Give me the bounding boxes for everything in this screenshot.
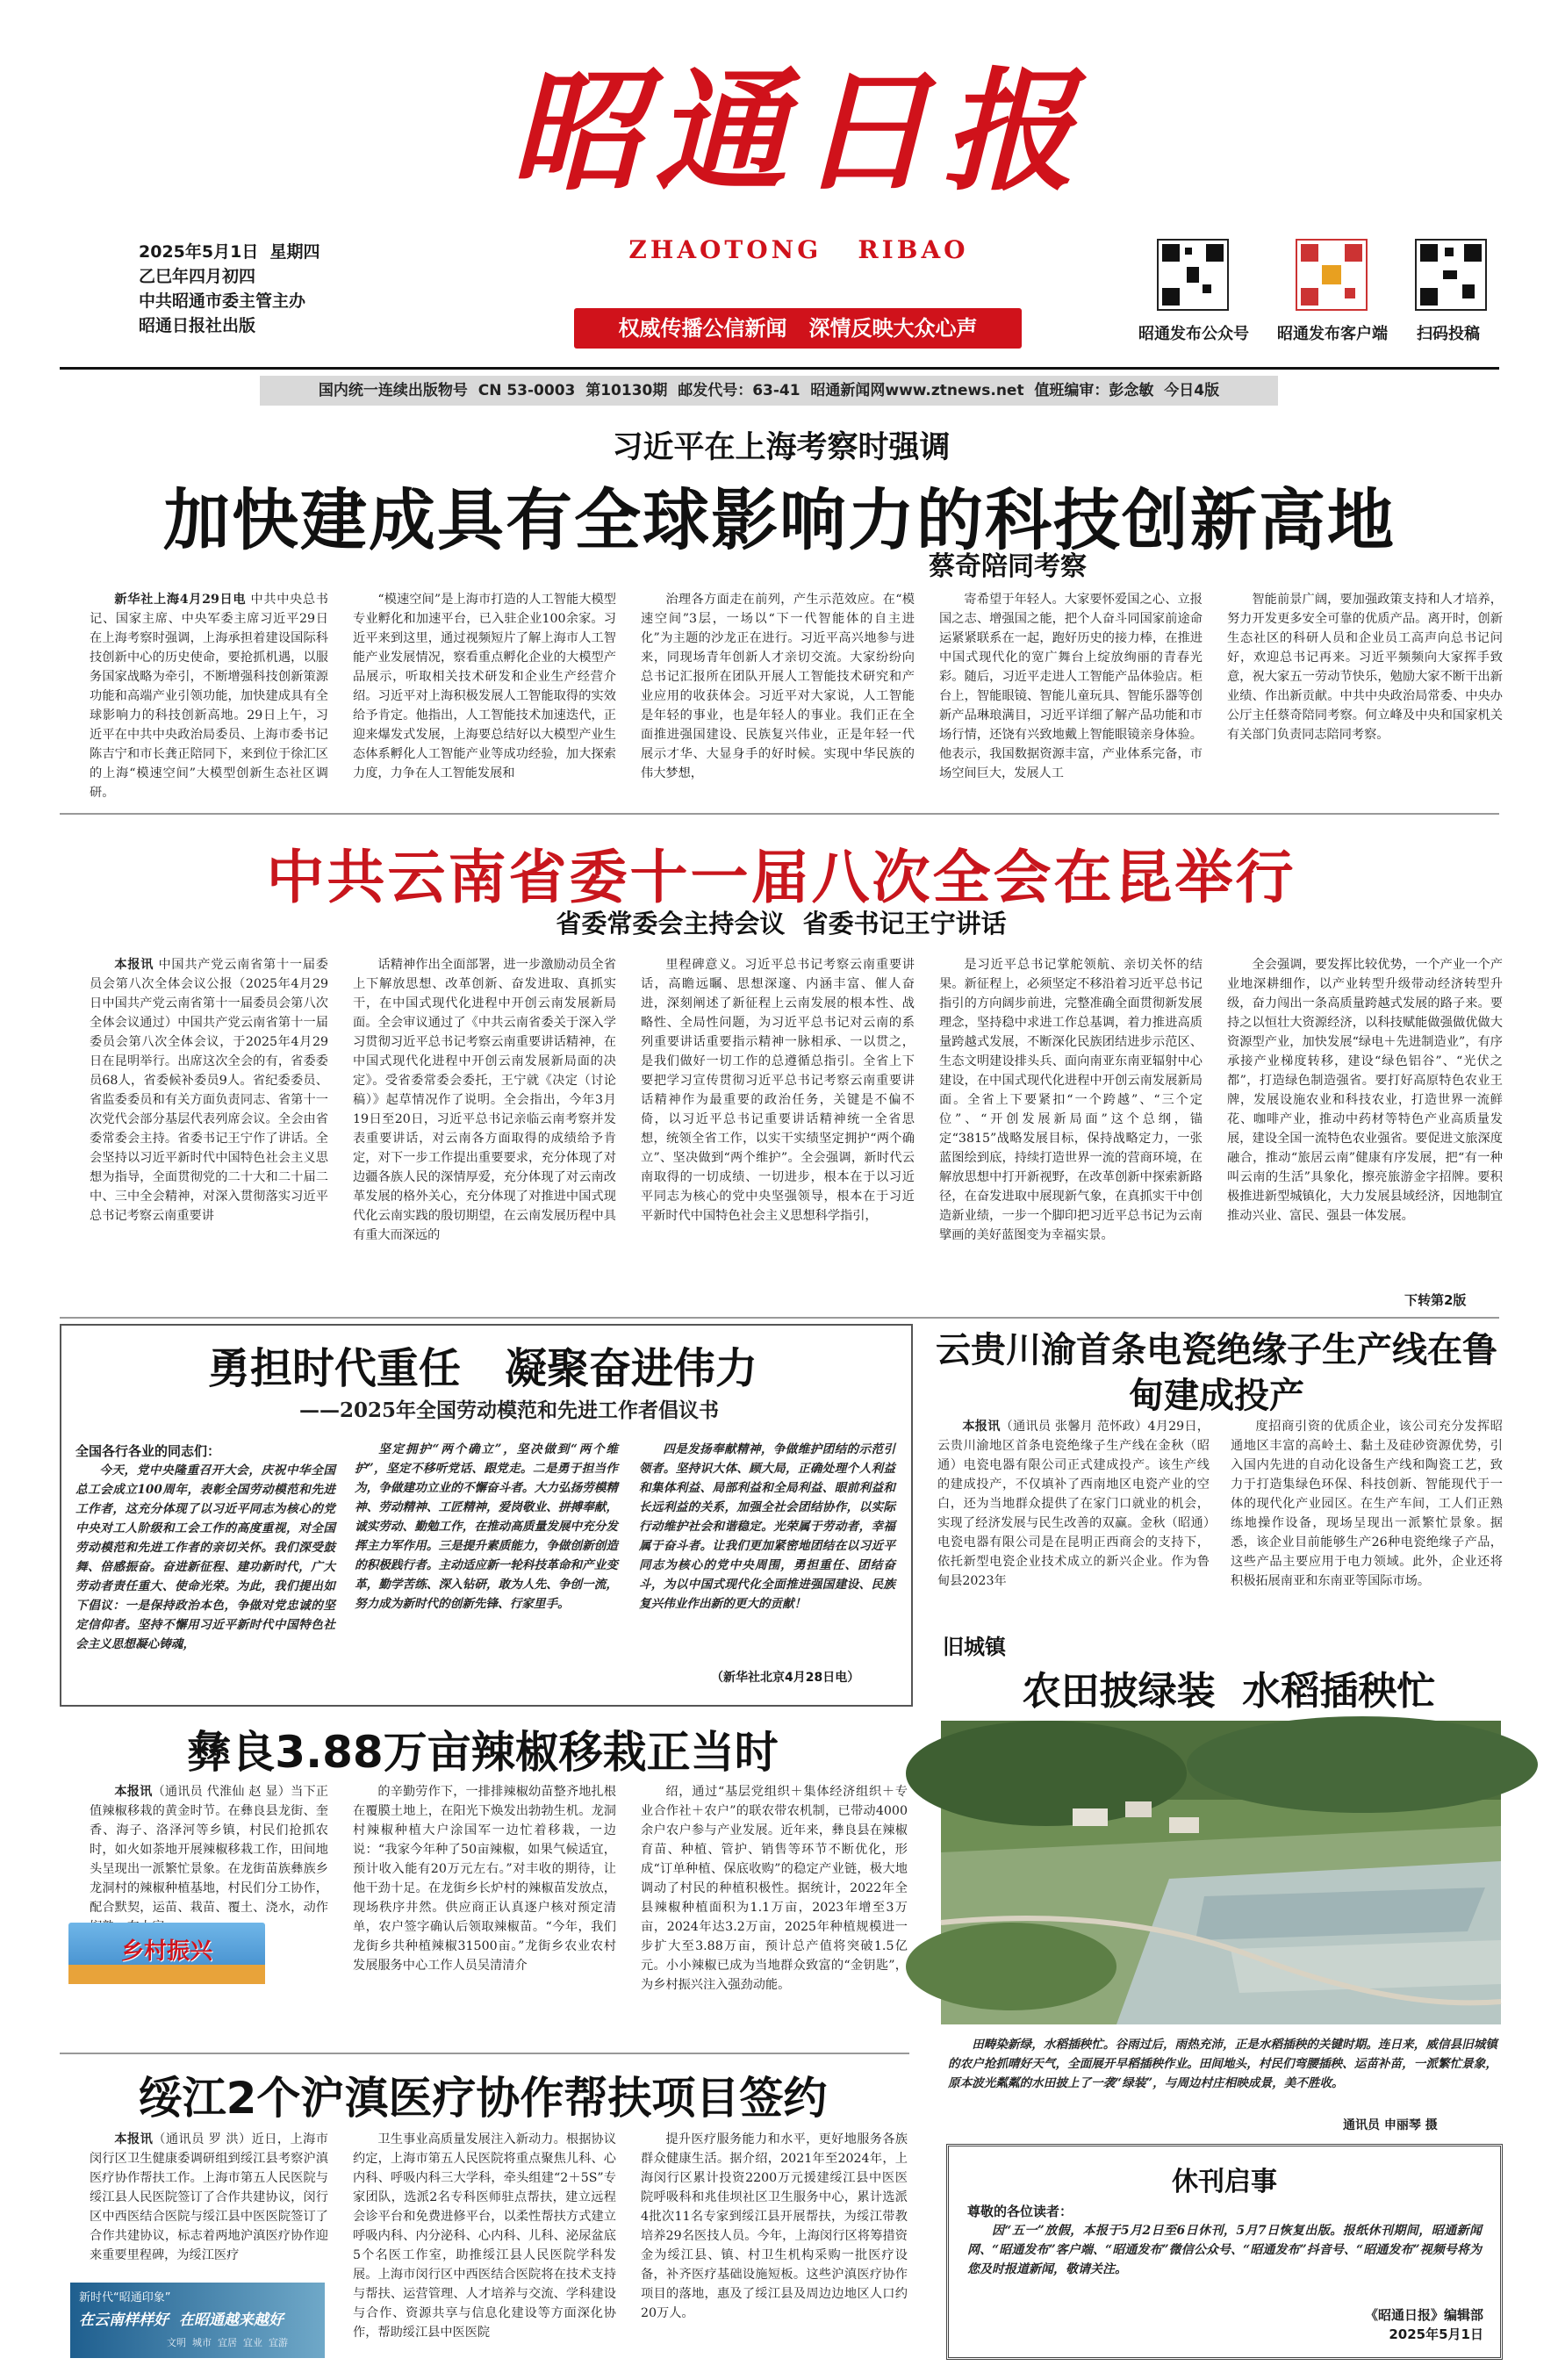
story5-photo <box>941 1721 1501 2024</box>
section-divider <box>60 813 1499 815</box>
qr-label: 昭通发布客户端 <box>1277 325 1388 343</box>
story7-column: 提升医疗服务能力和水平，更好地服务各族群众健康生活。据介绍，2021年至2024年，上海闵行区累计投资2200万元援建绥江县中医医院呼吸科和兆佳坝社区卫生服务中心，累计选派4批次11名专家到绥江县开展帮扶，为绥江带教培养29名医技人员。今年，上海闵行区将筹措资金为绥江县、镇、村卫生机构采购一批医疗设备，补齐医疗基础设施短板。这些沪滇医疗协作项目的落地，惠及了绥江县及周边边地区人口约20万人。 <box>641 2132 908 2320</box>
story2-headline: 中共云南省委十一届八次全会在昆举行 <box>266 844 1296 911</box>
sponsor-line: 中共昭通市委主管主办 <box>139 291 306 311</box>
notice-body: 因“五一”放假，本报于5月2日至6日休刊，5月7日恢复出版。报纸休刊期间，昭通新闻网、“昭通发布”客户端、“昭通发布”微信公众号、“昭通发布”抖音号、“昭通发布”视频号将为您及时报道新闻，敬请关注。 <box>967 2224 1482 2276</box>
story1-dateline: 新华社上海4月29日电 <box>114 593 247 607</box>
rural-revitalization-banner <box>68 1923 265 1984</box>
story6-column: 的辛勤劳作下，一排排辣椒幼苗整齐地扎根在覆膜土地上，在阳光下焕发出勃勃生机。龙洞村辣椒种植大户涂国军一边忙着移栽，一边说：“我家今年种了50亩辣椒，如果气候适宜，预计收入能有20万元左右。”对丰收的期待，让他干劲十足。在龙街乡长炉村的辣椒苗发放点，现场秩序井然。供应商正认真逐户核对预定清单，农户签字确认后领取辣椒苗。“今年，我们龙街乡共种植辣椒31500亩。”龙街乡农业农村发展服务中心工作人员吴清清介 <box>353 1785 616 1973</box>
story2-dateline: 本报讯 <box>114 958 154 972</box>
story7-column: 本报讯（通讯员 罗 洪）近日，上海市闵行区卫生健康委调研组到绥江县考察沪滇医疗协作帮扶工作。上海市第五人民医院与绥江县人民医院签订了合作共建协议，闵行区中西医结合医院与绥江县中医医院签订了合作共建协议，标志着两地沪滇医疗协作迎来重要里程碑，为绥江医疗 <box>90 2132 328 2262</box>
qr-code-icon[interactable] <box>1157 239 1229 311</box>
qr-code-icon[interactable] <box>1415 239 1487 311</box>
story3-source: （新华社北京4月28日电） <box>711 1671 860 1685</box>
story2-column: 里程碑意义。习近平总书记考察云南重要讲话，高瞻远瞩、思想深邃、内涵丰富、催人奋进，深刻阐述了新征程上云南发展的根本性、战略性、全局性问题，为习近平总书记对云南的系列重要讲话重要指示精神一脉相承、一以贯之，是我们做好一切工作的总遵循总指引。全省上下要把学习宣传贯彻习近平总书记考察云南重要讲话精神作为最重要的政治任务，关键是不偏不倚，以习近平总书记重要讲话精神统一全省思想，统领全省工作，以实干实绩坚定拥护“两个确立”、坚决做到“两个维护”。全会强调，新时代云南取得的一切成绩、一切进步，根本在于以习近平同志为核心的党中央坚强领导，根本在于习近平新时代中国特色社会主义思想科学指引， <box>641 958 915 1223</box>
story5-kicker: 旧城镇 <box>943 1635 1006 1659</box>
ad-small: 文明 城市 宜居 宜业 宜游 <box>167 2337 288 2348</box>
section-divider <box>60 2053 909 2054</box>
story5-headline: 农田披绿装 水稻插秧忙 <box>1022 1669 1436 1714</box>
story1-column: 新华社上海4月29日电 中共中央总书记、国家主席、中央军委主席习近平29日在上海考察时强调，上海承担着建设国际科技创新中心的历史使命，要抢抓机遇，以服务国家战略为牵引，不断增强科技创新策源功能和高端产业引领功能，加快建成具有全球影响力的科技创新高地。29日上午，习近平在中共中央政治局委员、上海市委书记陈吉宁和市长龚正陪同下，来到位于徐汇区的上海“模速空间”大模型创新生态社区调研。 <box>90 593 328 800</box>
story2-column: 本报讯 中国共产党云南省第十一届委员会第八次全体会议公报（2025年4月29日中国共产党云南省第十一届委员会第八次全体会议通过）中国共产党云南省第十一届委员会第八次全体会议，于2025年4月29日在昆明举行。出席这次全会的有，省委委员68人，省委候补委员9人。省纪委委员、省监委委员和有关方面负责同志、省第十一次党代会部分基层代表列席会议。全会由省委常委会主持。省委书记王宁作了讲话。全会坚持以习近平新时代中国特色社会主义思想为指导，全面贯彻党的二十大和二十届二中、三中全会精神，对深入贯彻落实习近平总书记考察云南重要讲 <box>90 958 328 1223</box>
story7-column: 卫生事业高质量发展注入新动力。根据协议约定，上海市第五人民医院将重点聚焦儿科、心内科、呼吸内科三大学科，牵头组建“2＋5S”专家团队，选派2名专科医师驻点帮扶，建立远程会诊平台和免费进修平台，以柔性帮扶方式建立呼吸内科、内分泌科、心内科、儿科、泌尿盆底5个名医工作室，助推绥江县人民医院学科发展。上海市闵行区中西医结合医院将在技术支持与帮扶、运营管理、人才培养与交流、学科建设与合作、资源共享与信息化建设等方面深化协作，帮助绥江县中医医院 <box>353 2132 616 2340</box>
notice-greeting: 尊敬的各位读者： <box>967 2204 1073 2219</box>
story1-column: 寄希望于年轻人。大家要怀爱国之心、立报国之志、增强国之能，把个人奋斗同国家前途命运紧紧联系在一起，跑好历史的接力棒，在推进中国式现代化的宽广舞台上绽放绚丽的青春光彩。随后，习近平走进人工智能产品体验店。柜台上，智能眼镜、智能儿童玩具、智能乐器等创新产品琳琅满目，习近平详细了解产品功能和市场行情，还饶有兴致地戴上智能眼镜亲身体验。他表示，我国数据资源丰富，产业体系完备，市场空间巨大，发展人工 <box>939 593 1203 780</box>
ad-line1: 新时代“昭通印象” <box>79 2291 171 2305</box>
info-bar <box>260 376 1278 406</box>
story2-subhead: 省委常委会主持会议 省委书记王宁讲话 <box>556 909 1007 938</box>
masthead-title: 昭通日报 <box>510 54 1087 209</box>
masthead-pinyin: ZHAOTONG RIBAO <box>628 235 969 264</box>
story1-subhead: 蔡奇陪同考察 <box>929 551 1087 582</box>
notice-sign: 《昭通日报》编辑部 <box>1364 2307 1483 2323</box>
masthead-rule <box>60 367 1499 370</box>
story2-column: 话精神作出全面部署，进一步激励动员全省上下解放思想、改革创新、奋发进取、真抓实干，在中国式现代化进程中开创云南发展新局面。全会审议通过了《中共云南省委关于深入学习贯彻习近平总书记考察云南重要讲话精神，在中国式现代化进程中开创云南发展新局面的决定》。受省委常委会委托，王宁就《决定（讨论稿）》起草情况作了说明。全会指出，今年3月19日至20日，习近平总书记亲临云南考察并发表重要讲话，对云南各方面取得的成绩给予肯定，对下一步工作提出重要要求，充分体现了对边疆各族人民的深情厚爱，充分体现了对云南改革发展的格外关心，充分体现了对推进中国式现代化云南实践的殷切期望，在云南发展历程中具有重大而深远的 <box>353 958 616 1242</box>
info-bar-text: 国内统一连续出版物号 CN 53-0003 第10130期 邮发代号：63-41 昭通新闻网www.ztnews.net 值班编审：彭念敏 今日4版 <box>318 382 1220 399</box>
story3-greeting: 全国各行各业的同志们： <box>75 1443 221 1459</box>
story1-column: “模速空间”是上海市打造的人工智能大模型专业孵化和加速平台，已入驻企业100余家。习近平来到这里，通过视频短片了解上海市人工智能产业发展情况，察看重点孵化企业的大模型产品展示，听取相关技术研发和企业生产经营介绍。习近平对上海积极发展人工智能取得的实效给予肯定。他指出，人工智能技术加速迭代，正迎来爆发式发展，上海要总结好以大模型产业生态体系孵化人工智能产业等成功经验，加大探索力度，力争在人工智能发展和 <box>353 593 616 780</box>
notice-title: 休刊启事 <box>1172 2167 1277 2197</box>
continued-marker[interactable]: 下转第2版 <box>1404 1292 1467 1308</box>
qr-code-icon[interactable] <box>1296 239 1368 311</box>
story3-headline: 勇担时代重任 凝聚奋进伟力 <box>207 1344 758 1393</box>
story3-column: 今天，党中央隆重召开大会，庆祝中华全国总工会成立100周年，表彰全国劳动模范和先进工作者，这充分体现了以习近平同志为核心的党中央对工人阶级和工会工作的高度重视，对全国劳动模范和先进工作者的亲切关怀。我们深受鼓舞、倍感振奋。奋进新征程、建功新时代，广大劳动者责任重大、使命光荣。为此，我们提出如下倡议：一是保持政治本色，争做对党忠诚的坚定信仰者。坚持不懈用习近平新时代中国特色社会主义思想凝心铸魂， <box>75 1463 335 1651</box>
story3-column: 坚定拥护“两个确立”，坚决做到“两个维护”，坚定不移听党话、跟党走。二是勇于担当作为，争做建功立业的不懈奋斗者。大力弘扬劳模精神、劳动精神、工匠精神，爱岗敬业、拼搏奉献，诚实劳动、勤勉工作，在推动高质量发展中充分发挥主力军作用。三是提升素质能力，争做创新创造的积极践行者。主动适应新一轮科技革命和产业变革，勤学苦练、深入钻研，敢为人先、争创一流，努力成为新时代的创新先锋、行家里手。 <box>355 1442 618 1611</box>
slogan-text: 权威传播公信新闻 深情反映大众心声 <box>618 316 978 341</box>
story6-headline: 彝良3.88万亩辣椒移栽正当时 <box>187 1727 779 1778</box>
publisher-line: 昭通日报社出版 <box>139 316 256 335</box>
story1-headline: 加快建成具有全球影响力的科技创新高地 <box>163 481 1396 559</box>
story6-column: 本报讯（通讯员 代淮仙 赵 显）当下正值辣椒移栽的黄金时节。在彝良县龙街、奎香、海子、洛泽河等乡镇，村民们抢抓农时，如火如荼地开展辣椒移栽工作，田间地头呈现出一派繁忙景象。在龙街苗族彝族乡龙洞村的辣椒种植基地，村民们分工协作，配合默契，运苗、栽苗、覆土、浇水，动作 <box>90 1785 328 1915</box>
story2-column: 全会强调，要发挥比较优势，一个产业一个产业地深耕细作，以产业转型升级带动经济转型升级，奋力闯出一条高质量跨越式发展的路子来。要持之以恒壮大资源经济，以科技赋能做强做优做大资源型产业，加快发展“绿电＋先进制造业”，有序承接产业梯度转移，建设“绿色铝谷”、“光伏之都”，打造绿色制造强省。要打好高原特色农业王牌，发展设施农业和科技农业，打造世界一流鲜花、咖啡产业，推动中药材等特色产业高质量发展，建设全国一流特色农业强省。要促进文旅深度融合，推动“旅居云南”健康有序发展，把“有一种叫云南的生活”具象化，擦亮旅游金字招牌。要积极推进新型城镇化，大力发展县域经济，因地制宜推动兴业、富民、强县一体发展。 <box>1227 958 1503 1223</box>
story4-headline: 云贵川渝首条电瓷绝缘子生产线在鲁甸建成投产 <box>936 1330 1497 1416</box>
section-divider <box>60 1317 1499 1319</box>
story4-dateline: 本报讯 <box>962 1420 1001 1434</box>
story4-column: 度招商引资的优质企业，该公司充分发挥昭通地区丰富的高岭土、黏土及硅砂资源优势，引入国内先进的自动化设备生产线和陶瓷工艺，致力于打造集绿色环保、科技创新、智能现代于一体的现代化产业园区。在生产车间，工人们正熟练地操作设备，现场呈现出一派繁忙景象。据悉，该企业目前能够生产26种电瓷绝缘子产品，这些产品主要应用于电力领域。此外，企业还将积极拓展南亚和东南亚等国际市场。 <box>1231 1420 1503 1588</box>
story3-column: 四是发扬奉献精神，争做维护团结的示范引领者。坚持识大体、顾大局，正确处理个人利益和集体利益、局部利益和全局利益、眼前利益和长远利益的关系，加强全社会团结协作，以实际行动维护社会和谐稳定。光荣属于劳动者，幸福属于奋斗者。让我们更加紧密地团结在以习近平同志为核心的党中央周围，勇担重任、团结奋斗，为以中国式现代化全面推进强国建设、民族复兴伟业作出新的更大的贡献！ <box>639 1442 895 1611</box>
story2-column: 是习近平总书记掌舵领航、亲切关怀的结果。新征程上，必须坚定不移沿着习近平总书记指引的方向阔步前进，完整准确全面贯彻新发展理念，坚持稳中求进工作总基调，着力推进高质量跨越式发展，不断深化民族团结进步示范区、生态文明建设排头兵、面向南亚东南亚辐射中心建设，在中国式现代化进程中开创云南发展新局面。全省上下要紧扣“一个跨越”、“三个定位”、“开创发展新局面”这个总纲，锚定“3815”战略发展目标，保持战略定力，一张蓝图绘到底，持续打造世界一流的营商环境，在解放思想中打开新视野，在改革创新中探索新路径，在奋发进取中展现新气象，在真抓实干中创造新业绩，一步一个脚印把习近平总书记为云南擘画的美好蓝图变为幸福实景。 <box>939 958 1203 1242</box>
story7-ad-image <box>70 2283 325 2358</box>
story1-column: 治理各方面走在前列，产生示范效应。在“模速空间”3层，一场以“下一代智能体的自主进化”为主题的沙龙正在进行。习近平高兴地参与进来，同现场青年创新人才亲切交流。大家纷纷向总书记汇报所在团队开展人工智能技术研究和产业应用的收获体会。习近平对大家说，人工智能是年轻的事业，也是年轻人的事业。我们正在全面推进强国建设、民族复兴伟业，正是年轻一代展示才华、大显身手的好时候。实现中华民族的伟大梦想， <box>641 593 915 780</box>
story3-subhead: ——2025年全国劳动模范和先进工作者倡议书 <box>298 1399 719 1422</box>
lunar-date: 乙巳年四月初四 <box>139 267 256 286</box>
ad-line2: 在云南样样好 在昭通越来越好 <box>79 2312 284 2329</box>
story6-column: 绍，通过“基层党组织＋集体经济组织＋专业合作社＋农户”的联农带农机制，已带动4000余户农户参与产业发展。近年来，彝良县在辣椒育苗、种植、管护、销售等环节不断优化，形成“订单种植、保底收购”的稳定产业链，极大地调动了村民的种植积极性。据统计，2022年全县辣椒种植面积为1.1万亩，2023年增至3万亩，2024年达3.2万亩，2025年种植规模进一步扩大至3.88万亩，预计总产值将突破1.5亿元。小小辣椒已成为当地群众致富的“金钥匙”，为乡村振兴注入强劲动能。 <box>641 1785 908 1992</box>
story5-caption: 田畴染新绿，水稻插秧忙。谷雨过后，雨热充沛，正是水稻插秧的关键时期。连日来，威信县旧城镇的农户抢抓晴好天气，全面展开早稻插秧作业。田间地头，村民们弯腰插秧、运苗补苗，一派繁忙景象，原本波光粼粼的水田披上了一袭“绿装”，与周边村庄相映成景，美不胜收。 <box>948 2038 1497 2090</box>
story5-credit: 通讯员 申丽琴 摄 <box>1343 2118 1438 2132</box>
issue-date: 2025年5月1日 星期四 <box>139 242 320 262</box>
banner-text: 乡村振兴 <box>120 1938 212 1965</box>
story4-column: 本报讯（通讯员 张馨月 范怀政）4月29日，云贵川渝地区首条电瓷绝缘子生产线在金秋（昭通）电瓷电器有限公司正式建成投产。该生产线的建成投产，不仅填补了西南地区电瓷产业的空白，还为当地群众提供了在家门口就业的机会，实现了经济发展与民生改善的双赢。金秋（昭通）电瓷电器有限公司是在昆明正西商会的支持下，依托新型电瓷企业技术成立的新兴企业。作为鲁甸县2023年 <box>937 1420 1210 1588</box>
slogan-banner <box>574 308 1022 349</box>
story1-column: 智能前景广阔，要加强政策支持和人才培养，努力开发更多安全可靠的优质产品。离开时，创新生态社区的科研人员和企业员工高声向总书记问好，欢迎总书记再来。习近平频频向大家挥手致意，祝大家五一劳动节快乐，勉励大家不断干出新业绩、作出新贡献。中共中央政治局常委、中央办公厅主任蔡奇陪同考察。何立峰及中央和国家机关有关部门负责同志陪同考察。 <box>1227 593 1503 742</box>
story6-dateline: 本报讯 <box>114 1785 153 1799</box>
story1-kicker: 习近平在上海考察时强调 <box>612 430 951 465</box>
notice-date: 2025年5月1日 <box>1389 2326 1483 2342</box>
qr-label: 昭通发布公众号 <box>1138 325 1249 343</box>
qr-label: 扫码投稿 <box>1417 325 1480 343</box>
story7-dateline: 本报讯 <box>114 2132 154 2146</box>
story7-headline: 绥江2个沪滇医疗协作帮扶项目签约 <box>138 2073 828 2124</box>
